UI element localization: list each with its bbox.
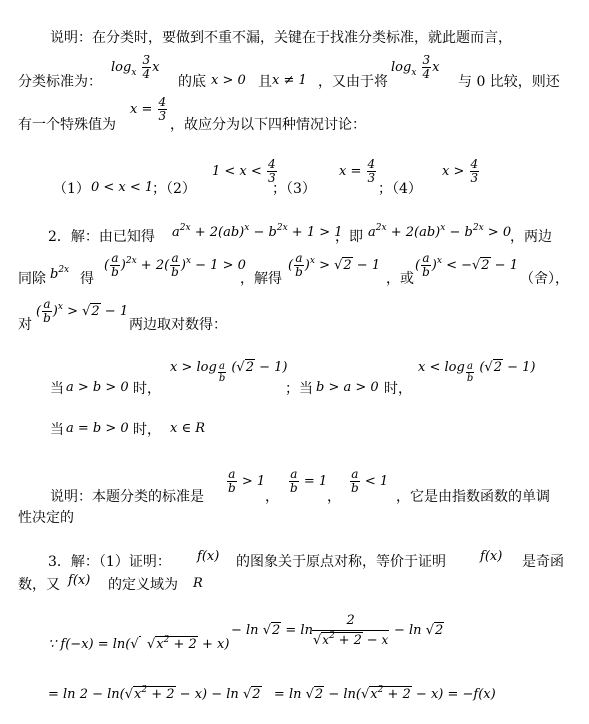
math-expression: x = $\frac{4}{3}$ (339, 157, 376, 185)
document-page: 说明：在分类时，要做到不重不漏，关键在于找准分类标准，就此题而言， 分类标准为： $\log_x$ $\frac{3}{4}$ x 的底 x > 0 且 x ≠ 1 ，又由于将 $\log_x$ $\frac{3}{4}$ x 与 0 比较，则还 有一个特殊值为 x = $\frac{4}{3}$ ，故应分为以下四种情况讨论： （1） 0 < x < 1 ；（2） 1 < x < $\frac{4}{3}$ ；（3） x = $\frac{4}{3}$ ；（4） x > $\frac{4}{3}$ 2．解：由已知得 $a^{2x} + 2(ab)^x - b^{2x} + 1 > 1$ ，即 $a^{2x} + 2(ab)^x - b^{2x} > 0$ ，两边 同除 $b^{2x}$ 得 ( $\frac{a}{b}$ )$^{2x}$ + 2( $\frac{a}{b}$ )$^x$ − 1 > 0 ，解得 ( $\frac{a}{b}$ )$^x$ > √2 − 1 ，或 ( $\frac{a}{b}$ )$^x$ < −√2 − 1 （舍）， 对 ( $\frac{a}{b}$ )$^x$ > √2 − 1 两边取对数得： 当 a > b > 0 时， x > log $_{\frac{a}{b}}$ (√2 − 1) ；当 b > a > 0 时， x < log $_{\frac{a}{b}}$ (√2 − 1) 当 a = b > 0 时， x ∈ R 说明：本题分类的标准是 $\frac{a}{b}$ > 1 ， $\frac{a}{b}$ = 1 ， $\frac{a}{b}$ < 1 ，它是由指数函数的单调 性决定的 3．解：（1）证明： f(x) 的图象关于原点对称，等价于证明 f(x) 是奇函 数，又 f(x) 的定义域为 R ∵ f(−x) = ln(√ $√x^2 + 2 + x$) − ln √2 = ln $\frac{2}{√x^2 + 2 - x}$ − ln √2 = $\ln 2 - \ln(√x^2 + 2 - x) - \ln √2$ = $\ln √2 - \ln(√x^2 + 2 - x) = -f(x)$ (18, 30, 569, 702)
math-expression: x ≠ 1 (272, 73, 307, 88)
math-expression: f(x) (68, 573, 91, 588)
math-expression: $\frac{2}{√x^2 + 2 - x}$ (313, 613, 389, 648)
math-expression: f(x) (197, 549, 220, 564)
math-expression: a = b > 0 (66, 421, 129, 436)
math-expression: $\frac{a}{b}$ < 1 (351, 467, 389, 495)
math-expression: a > b > 0 (66, 380, 129, 395)
math-expression: ∵ f(−x) = ln(√ (48, 637, 139, 652)
paragraph-line: 说明：在分类时，要做到不重不漏，关键在于找准分类标准，就此题而言， (50, 30, 512, 46)
math-expression: $a^{2x} + 2(ab)^x - b^{2x} > 0$ (368, 223, 512, 240)
math-expression: ( $\frac{a}{b}$ )$^x$ > √2 − 1 (288, 251, 381, 279)
math-expression: x > $\frac{4}{3}$ (442, 157, 479, 185)
math-expression: x ∈ R (170, 421, 206, 436)
math-expression: x < log $_{\frac{a}{b}}$ (√2 − 1) (418, 360, 536, 384)
math-expression: ( $\frac{a}{b}$ )$^x$ > √2 − 1 (36, 297, 129, 325)
math-expression: $b^{2x}$ (50, 265, 70, 282)
math-expression: f(x) (480, 549, 503, 564)
math-expression: $a^{2x} + 2(ab)^x - b^{2x} + 1 > 1$ (172, 223, 343, 240)
math-expression: $\log_x$ $\frac{3}{4}$ x (111, 53, 160, 81)
math-expression: − ln √2 = ln (231, 623, 313, 638)
paragraph-line: 分类标准为： (18, 74, 102, 90)
math-expression: = $\ln 2 - \ln(√x^2 + 2 - x) - \ln √2$ = $\ln √2 - \ln(√x^2 + 2 - x) = -f(x)$ (48, 685, 496, 702)
math-expression: x > log $_{\frac{a}{b}}$ (√2 − 1) (170, 360, 288, 384)
math-expression: R (193, 576, 203, 591)
math-expression: ( $\frac{a}{b}$ )$^x$ < −√2 − 1 (415, 251, 518, 279)
math-expression: $\frac{a}{b}$ > 1 (228, 467, 266, 495)
math-expression: 0 < x < 1 (91, 180, 154, 195)
math-expression: x > 0 (211, 73, 246, 88)
math-expression: x = $\frac{4}{3}$ (130, 95, 167, 123)
math-expression: $\frac{a}{b}$ = 1 (290, 467, 328, 495)
math-expression: b > a > 0 (316, 380, 379, 395)
math-expression: − ln √2 (394, 623, 444, 638)
math-expression: ( $\frac{a}{b}$ )$^{2x}$ + 2( $\frac{a}{b}$ )$^x$ − 1 > 0 (104, 251, 246, 279)
math-expression: $\log_x$ $\frac{3}{4}$ x (391, 53, 440, 81)
math-expression: $√x^2 + 2 + x$) (147, 635, 230, 652)
math-expression: 1 < x < $\frac{4}{3}$ (212, 157, 276, 185)
